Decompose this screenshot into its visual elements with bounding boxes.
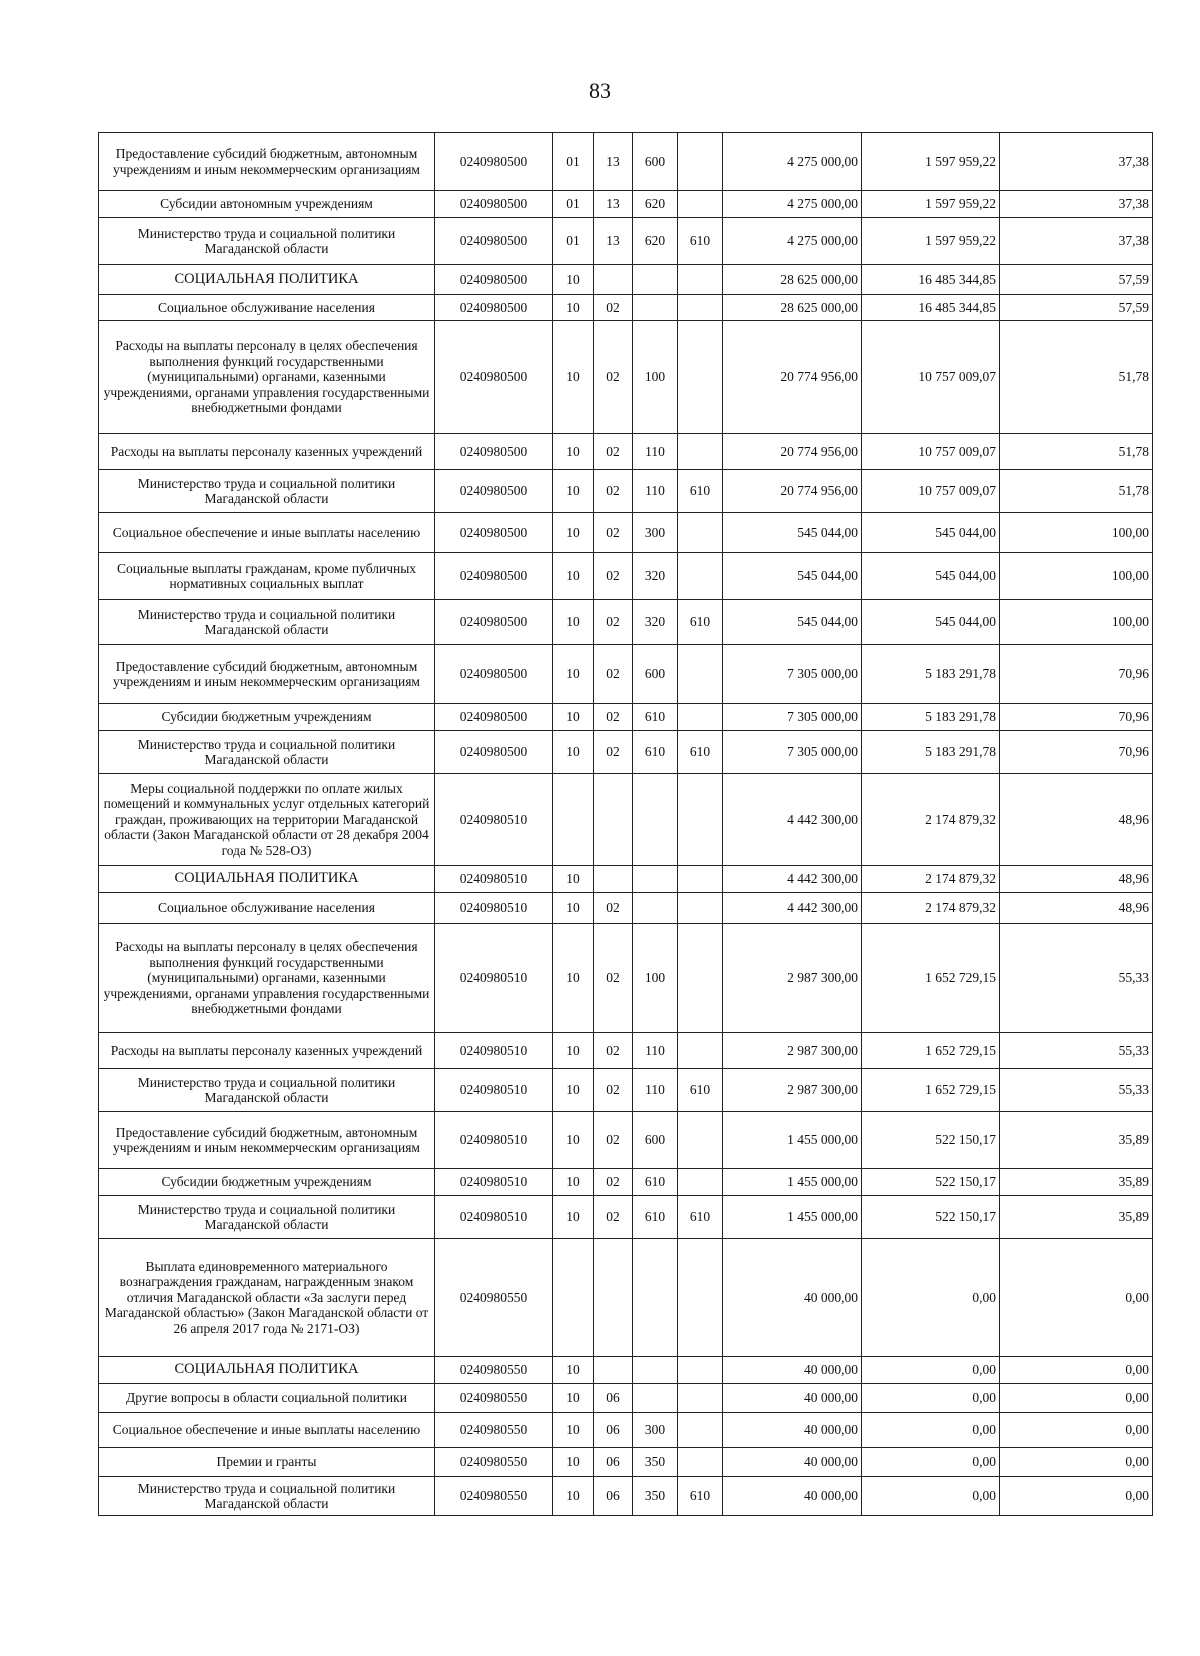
table-cell-fact: 5 183 291,78 [862, 645, 1000, 704]
table-cell-department [678, 1357, 723, 1384]
table-cell-name: Министерство труда и социальной политики Магаданской области [99, 1196, 435, 1239]
table-cell-percent: 70,96 [1000, 731, 1153, 774]
table-cell-expense-type: 610 [633, 1169, 678, 1196]
table-cell-plan: 4 442 300,00 [723, 774, 862, 866]
table-cell-code: 0240980500 [435, 191, 553, 218]
table-cell-expense-type: 350 [633, 1448, 678, 1477]
table-cell-fact: 1 597 959,22 [862, 191, 1000, 218]
table-cell-code: 0240980500 [435, 295, 553, 321]
table-cell-subsection: 13 [594, 191, 633, 218]
table-cell-percent: 100,00 [1000, 600, 1153, 645]
table-cell-subsection [594, 265, 633, 295]
table-cell-code: 0240980500 [435, 470, 553, 513]
table-cell-section: 10 [553, 553, 594, 600]
table-row [99, 265, 1153, 295]
table-cell-percent: 35,89 [1000, 1112, 1153, 1169]
table-cell-fact: 522 150,17 [862, 1112, 1000, 1169]
table-cell-department [678, 1239, 723, 1357]
table-cell-department: 610 [678, 470, 723, 513]
table-cell-name: Меры социальной поддержки по оплате жилых помещений и коммунальных услуг отдельных категорий граждан, проживающих на территории Магаданской области (Закон Магаданской области от 28 декабря 2004 года № 528-ОЗ) [99, 774, 435, 866]
table-cell-subsection: 02 [594, 893, 633, 924]
table-cell-name: Расходы на выплаты персоналу казенных учреждений [99, 434, 435, 470]
table-cell-section: 10 [553, 1413, 594, 1448]
table-cell-department [678, 553, 723, 600]
table-cell-plan: 4 275 000,00 [723, 218, 862, 265]
table-cell-expense-type: 610 [633, 731, 678, 774]
table-cell-section [553, 1239, 594, 1357]
table-cell-code: 0240980550 [435, 1239, 553, 1357]
table-cell-subsection: 02 [594, 704, 633, 731]
table-cell-code: 0240980500 [435, 731, 553, 774]
table-cell-subsection: 02 [594, 1169, 633, 1196]
table-cell-fact: 545 044,00 [862, 553, 1000, 600]
table-cell-section: 01 [553, 133, 594, 191]
table-cell-fact: 5 183 291,78 [862, 704, 1000, 731]
table-cell-plan: 40 000,00 [723, 1384, 862, 1413]
table-cell-expense-type: 300 [633, 513, 678, 553]
table-cell-code: 0240980510 [435, 1169, 553, 1196]
table-cell-subsection [594, 866, 633, 893]
table-cell-section: 10 [553, 1169, 594, 1196]
table-cell-code: 0240980500 [435, 645, 553, 704]
table-cell-fact: 522 150,17 [862, 1169, 1000, 1196]
table-cell-fact: 16 485 344,85 [862, 295, 1000, 321]
table-row [99, 645, 1153, 704]
table-row [99, 1384, 1153, 1413]
table-row [99, 1477, 1153, 1516]
table-cell-name: Социальное обслуживание населения [99, 893, 435, 924]
table-row [99, 553, 1153, 600]
table-cell-expense-type: 620 [633, 218, 678, 265]
table-cell-department: 610 [678, 731, 723, 774]
table-cell-plan: 2 987 300,00 [723, 924, 862, 1033]
table-cell-subsection: 02 [594, 645, 633, 704]
table-cell-code: 0240980500 [435, 600, 553, 645]
table-cell-fact: 1 652 729,15 [862, 1069, 1000, 1112]
table-cell-percent: 55,33 [1000, 1069, 1153, 1112]
table-cell-section: 10 [553, 1384, 594, 1413]
table-cell-department [678, 1033, 723, 1069]
table-cell-department [678, 704, 723, 731]
table-cell-section: 10 [553, 1196, 594, 1239]
table-cell-code: 0240980510 [435, 1033, 553, 1069]
table-cell-expense-type: 110 [633, 1033, 678, 1069]
table-cell-expense-type [633, 893, 678, 924]
table-cell-expense-type [633, 1357, 678, 1384]
table-row [99, 704, 1153, 731]
table-cell-plan: 20 774 956,00 [723, 434, 862, 470]
table-row [99, 1448, 1153, 1477]
table-cell-code: 0240980500 [435, 704, 553, 731]
table-cell-department [678, 924, 723, 1033]
table-cell-subsection: 02 [594, 924, 633, 1033]
table-cell-department [678, 1112, 723, 1169]
table-cell-section: 10 [553, 470, 594, 513]
table-cell-department [678, 321, 723, 434]
table-cell-expense-type: 110 [633, 1069, 678, 1112]
table-row [99, 774, 1153, 866]
table-cell-fact: 2 174 879,32 [862, 893, 1000, 924]
table-cell-fact: 10 757 009,07 [862, 470, 1000, 513]
table-cell-fact: 0,00 [862, 1413, 1000, 1448]
page-number: 83 [589, 78, 611, 103]
budget-table [98, 132, 1153, 1516]
table-row [99, 1239, 1153, 1357]
table-cell-name: Социальные выплаты гражданам, кроме публичных нормативных социальных выплат [99, 553, 435, 600]
table-cell-name: Социальное обеспечение и иные выплаты населению [99, 513, 435, 553]
table-cell-code: 0240980510 [435, 866, 553, 893]
table-cell-department [678, 1169, 723, 1196]
table-cell-section: 10 [553, 704, 594, 731]
table-cell-percent: 0,00 [1000, 1384, 1153, 1413]
table-cell-expense-type: 350 [633, 1477, 678, 1516]
table-row [99, 893, 1153, 924]
table-row [99, 434, 1153, 470]
table-cell-plan: 4 442 300,00 [723, 893, 862, 924]
table-cell-department [678, 1413, 723, 1448]
table-row [99, 321, 1153, 434]
table-cell-fact: 0,00 [862, 1448, 1000, 1477]
table-cell-department [678, 774, 723, 866]
table-cell-section: 10 [553, 1069, 594, 1112]
table-row [99, 1413, 1153, 1448]
table-cell-section: 10 [553, 321, 594, 434]
table-cell-plan: 40 000,00 [723, 1413, 862, 1448]
table-cell-expense-type [633, 1239, 678, 1357]
table-cell-name: Субсидии бюджетным учреждениям [99, 1169, 435, 1196]
table-cell-plan: 1 455 000,00 [723, 1196, 862, 1239]
table-cell-expense-type: 320 [633, 600, 678, 645]
table-cell-percent: 51,78 [1000, 321, 1153, 434]
table-cell-percent: 100,00 [1000, 513, 1153, 553]
table-cell-section: 10 [553, 600, 594, 645]
table-cell-section: 10 [553, 866, 594, 893]
table-cell-plan: 20 774 956,00 [723, 321, 862, 434]
table-cell-code: 0240980510 [435, 924, 553, 1033]
table-row [99, 1169, 1153, 1196]
table-cell-subsection: 13 [594, 133, 633, 191]
table-cell-expense-type: 610 [633, 704, 678, 731]
table-cell-percent: 48,96 [1000, 866, 1153, 893]
table-cell-code: 0240980500 [435, 265, 553, 295]
table-cell-plan: 28 625 000,00 [723, 295, 862, 321]
table-row [99, 1033, 1153, 1069]
table-row [99, 1196, 1153, 1239]
table-cell-department: 610 [678, 1069, 723, 1112]
table-cell-department [678, 893, 723, 924]
table-cell-subsection: 02 [594, 553, 633, 600]
table-cell-plan: 1 455 000,00 [723, 1169, 862, 1196]
table-row [99, 600, 1153, 645]
table-cell-subsection [594, 1357, 633, 1384]
table-cell-code: 0240980500 [435, 321, 553, 434]
table-cell-plan: 20 774 956,00 [723, 470, 862, 513]
table-cell-fact: 1 652 729,15 [862, 1033, 1000, 1069]
table-cell-code: 0240980550 [435, 1357, 553, 1384]
table-cell-section: 10 [553, 1477, 594, 1516]
table-cell-percent: 0,00 [1000, 1448, 1153, 1477]
table-cell-expense-type: 320 [633, 553, 678, 600]
table-cell-subsection: 02 [594, 434, 633, 470]
table-cell-section: 10 [553, 513, 594, 553]
table-cell-plan: 40 000,00 [723, 1448, 862, 1477]
table-cell-expense-type [633, 866, 678, 893]
table-cell-fact: 5 183 291,78 [862, 731, 1000, 774]
table-cell-section: 10 [553, 893, 594, 924]
table-cell-department [678, 265, 723, 295]
table-cell-fact: 2 174 879,32 [862, 866, 1000, 893]
table-cell-department: 610 [678, 1196, 723, 1239]
table-cell-plan: 40 000,00 [723, 1239, 862, 1357]
table-cell-section: 10 [553, 924, 594, 1033]
table-cell-fact: 16 485 344,85 [862, 265, 1000, 295]
table-cell-percent: 100,00 [1000, 553, 1153, 600]
table-cell-subsection: 13 [594, 218, 633, 265]
table-cell-subsection: 02 [594, 1033, 633, 1069]
table-cell-name: Министерство труда и социальной политики Магаданской области [99, 731, 435, 774]
table-cell-percent: 51,78 [1000, 434, 1153, 470]
table-cell-expense-type: 110 [633, 470, 678, 513]
table-cell-section: 10 [553, 1033, 594, 1069]
table-cell-department: 610 [678, 218, 723, 265]
table-cell-fact: 1 597 959,22 [862, 218, 1000, 265]
table-cell-section: 10 [553, 265, 594, 295]
table-cell-code: 0240980500 [435, 218, 553, 265]
table-row [99, 295, 1153, 321]
table-cell-code: 0240980550 [435, 1477, 553, 1516]
table-cell-name: Министерство труда и социальной политики Магаданской области [99, 1069, 435, 1112]
table-cell-expense-type [633, 265, 678, 295]
table-cell-expense-type: 600 [633, 645, 678, 704]
table-cell-subsection [594, 1239, 633, 1357]
table-cell-plan: 7 305 000,00 [723, 731, 862, 774]
table-cell-section: 10 [553, 295, 594, 321]
table-cell-percent: 48,96 [1000, 774, 1153, 866]
table-cell-name: Министерство труда и социальной политики Магаданской области [99, 600, 435, 645]
table-cell-code: 0240980510 [435, 1196, 553, 1239]
table-cell-percent: 57,59 [1000, 265, 1153, 295]
table-cell-subsection: 02 [594, 600, 633, 645]
table-cell-name: Другие вопросы в области социальной политики [99, 1384, 435, 1413]
table-cell-percent: 51,78 [1000, 470, 1153, 513]
table-cell-name: Субсидии автономным учреждениям [99, 191, 435, 218]
table-cell-plan: 545 044,00 [723, 600, 862, 645]
table-cell-plan: 4 442 300,00 [723, 866, 862, 893]
table-cell-subsection [594, 774, 633, 866]
table-row [99, 513, 1153, 553]
table-cell-plan: 2 987 300,00 [723, 1033, 862, 1069]
table-cell-expense-type: 100 [633, 924, 678, 1033]
table-cell-code: 0240980550 [435, 1384, 553, 1413]
table-cell-percent: 0,00 [1000, 1477, 1153, 1516]
table-cell-plan: 40 000,00 [723, 1477, 862, 1516]
table-cell-plan: 7 305 000,00 [723, 645, 862, 704]
table-cell-code: 0240980510 [435, 774, 553, 866]
table-cell-expense-type: 100 [633, 321, 678, 434]
table-cell-name: Субсидии бюджетным учреждениям [99, 704, 435, 731]
table-cell-code: 0240980550 [435, 1448, 553, 1477]
table-cell-percent: 37,38 [1000, 218, 1153, 265]
table-cell-section: 10 [553, 1112, 594, 1169]
table-cell-fact: 10 757 009,07 [862, 434, 1000, 470]
table-cell-fact: 545 044,00 [862, 600, 1000, 645]
table-cell-name: Министерство труда и социальной политики Магаданской области [99, 218, 435, 265]
table-cell-name: Социальное обслуживание населения [99, 295, 435, 321]
table-cell-expense-type [633, 295, 678, 321]
table-row [99, 866, 1153, 893]
table-cell-code: 0240980500 [435, 513, 553, 553]
table-cell-subsection: 02 [594, 513, 633, 553]
table-cell-department [678, 434, 723, 470]
table-cell-section: 10 [553, 434, 594, 470]
table-row [99, 1112, 1153, 1169]
table-cell-percent: 48,96 [1000, 893, 1153, 924]
table-cell-section: 10 [553, 1357, 594, 1384]
table-cell-department [678, 1448, 723, 1477]
table-cell-subsection: 02 [594, 295, 633, 321]
table-cell-plan: 4 275 000,00 [723, 133, 862, 191]
table-cell-percent: 0,00 [1000, 1413, 1153, 1448]
table-cell-name: Расходы на выплаты персоналу в целях обеспечения выполнения функций государственными (муниципальными) органами, казенными учреждениями, органами управления государственными внебюджетными фондами [99, 321, 435, 434]
table-cell-plan: 28 625 000,00 [723, 265, 862, 295]
table-cell-subsection: 02 [594, 470, 633, 513]
table-cell-subsection: 02 [594, 1069, 633, 1112]
table-cell-name: Министерство труда и социальной политики Магаданской области [99, 470, 435, 513]
table-cell-department: 610 [678, 600, 723, 645]
table-cell-expense-type: 600 [633, 1112, 678, 1169]
table-cell-name: СОЦИАЛЬНАЯ ПОЛИТИКА [99, 265, 435, 295]
table-cell-expense-type: 610 [633, 1196, 678, 1239]
table-cell-department [678, 295, 723, 321]
table-cell-expense-type: 600 [633, 133, 678, 191]
table-cell-fact: 545 044,00 [862, 513, 1000, 553]
table-cell-plan: 7 305 000,00 [723, 704, 862, 731]
table-cell-section [553, 774, 594, 866]
table-cell-code: 0240980510 [435, 1069, 553, 1112]
table-cell-subsection: 02 [594, 1112, 633, 1169]
table-cell-name: Предоставление субсидий бюджетным, автономным учреждениям и иным некоммерческим организациям [99, 645, 435, 704]
table-cell-department [678, 513, 723, 553]
table-cell-fact: 522 150,17 [862, 1196, 1000, 1239]
table-cell-percent: 57,59 [1000, 295, 1153, 321]
table-cell-plan: 545 044,00 [723, 513, 862, 553]
table-row [99, 1069, 1153, 1112]
table-cell-section: 10 [553, 645, 594, 704]
table-cell-name: Расходы на выплаты персоналу в целях обеспечения выполнения функций государственными (муниципальными) органами, казенными учреждениями, органами управления государственными внебюджетными фондами [99, 924, 435, 1033]
table-cell-expense-type [633, 774, 678, 866]
table-cell-code: 0240980500 [435, 133, 553, 191]
table-cell-subsection: 06 [594, 1384, 633, 1413]
table-cell-name: СОЦИАЛЬНАЯ ПОЛИТИКА [99, 866, 435, 893]
table-cell-department [678, 1384, 723, 1413]
table-row [99, 924, 1153, 1033]
table-cell-subsection: 06 [594, 1413, 633, 1448]
table-row [99, 133, 1153, 191]
table-cell-code: 0240980510 [435, 1112, 553, 1169]
table-cell-subsection: 06 [594, 1477, 633, 1516]
table-cell-name: Предоставление субсидий бюджетным, автономным учреждениям и иным некоммерческим организациям [99, 133, 435, 191]
table-cell-percent: 70,96 [1000, 704, 1153, 731]
table-cell-fact: 1 597 959,22 [862, 133, 1000, 191]
table-cell-percent: 37,38 [1000, 133, 1153, 191]
table-cell-subsection: 02 [594, 1196, 633, 1239]
table-cell-fact: 10 757 009,07 [862, 321, 1000, 434]
table-cell-fact: 0,00 [862, 1357, 1000, 1384]
table-cell-department [678, 645, 723, 704]
table-cell-plan: 2 987 300,00 [723, 1069, 862, 1112]
table-cell-department [678, 866, 723, 893]
table-cell-fact: 2 174 879,32 [862, 774, 1000, 866]
table-cell-subsection: 02 [594, 321, 633, 434]
table-cell-code: 0240980500 [435, 553, 553, 600]
table-cell-section: 01 [553, 191, 594, 218]
table-cell-percent: 35,89 [1000, 1196, 1153, 1239]
table-cell-name: Предоставление субсидий бюджетным, автономным учреждениям и иным некоммерческим организациям [99, 1112, 435, 1169]
table-row [99, 1357, 1153, 1384]
table-cell-name: Выплата единовременного материального вознаграждения гражданам, награжденным знаком отличия Магаданской области «За заслуги перед Магаданской областью» (Закон Магаданской области от 26 апреля 2017 года № 2171-ОЗ) [99, 1239, 435, 1357]
table-cell-percent: 0,00 [1000, 1357, 1153, 1384]
table-cell-plan: 40 000,00 [723, 1357, 862, 1384]
table-cell-section: 10 [553, 731, 594, 774]
table-cell-fact: 0,00 [862, 1239, 1000, 1357]
table-cell-name: СОЦИАЛЬНАЯ ПОЛИТИКА [99, 1357, 435, 1384]
table-cell-subsection: 02 [594, 731, 633, 774]
table-cell-name: Расходы на выплаты персоналу казенных учреждений [99, 1033, 435, 1069]
table-cell-fact: 1 652 729,15 [862, 924, 1000, 1033]
table-cell-code: 0240980550 [435, 1413, 553, 1448]
table-cell-expense-type: 300 [633, 1413, 678, 1448]
table-cell-percent: 55,33 [1000, 1033, 1153, 1069]
table-cell-code: 0240980500 [435, 434, 553, 470]
table-cell-name: Министерство труда и социальной политики Магаданской области [99, 1477, 435, 1516]
table-cell-code: 0240980510 [435, 893, 553, 924]
table-cell-department [678, 191, 723, 218]
table-cell-percent: 37,38 [1000, 191, 1153, 218]
table-cell-plan: 545 044,00 [723, 553, 862, 600]
table-cell-department: 610 [678, 1477, 723, 1516]
table-row [99, 470, 1153, 513]
table-row [99, 731, 1153, 774]
table-cell-expense-type [633, 1384, 678, 1413]
table-cell-name: Социальное обеспечение и иные выплаты населению [99, 1413, 435, 1448]
table-cell-department [678, 133, 723, 191]
table-cell-percent: 70,96 [1000, 645, 1153, 704]
table-cell-expense-type: 620 [633, 191, 678, 218]
table-cell-fact: 0,00 [862, 1384, 1000, 1413]
table-cell-section: 10 [553, 1448, 594, 1477]
table-cell-section: 01 [553, 218, 594, 265]
table-cell-subsection: 06 [594, 1448, 633, 1477]
table-cell-plan: 4 275 000,00 [723, 191, 862, 218]
table-cell-percent: 0,00 [1000, 1239, 1153, 1357]
table-cell-fact: 0,00 [862, 1477, 1000, 1516]
table-cell-name: Премии и гранты [99, 1448, 435, 1477]
table-row [99, 191, 1153, 218]
table-row [99, 218, 1153, 265]
table-cell-percent: 35,89 [1000, 1169, 1153, 1196]
table-cell-expense-type: 110 [633, 434, 678, 470]
table-cell-percent: 55,33 [1000, 924, 1153, 1033]
table-cell-plan: 1 455 000,00 [723, 1112, 862, 1169]
